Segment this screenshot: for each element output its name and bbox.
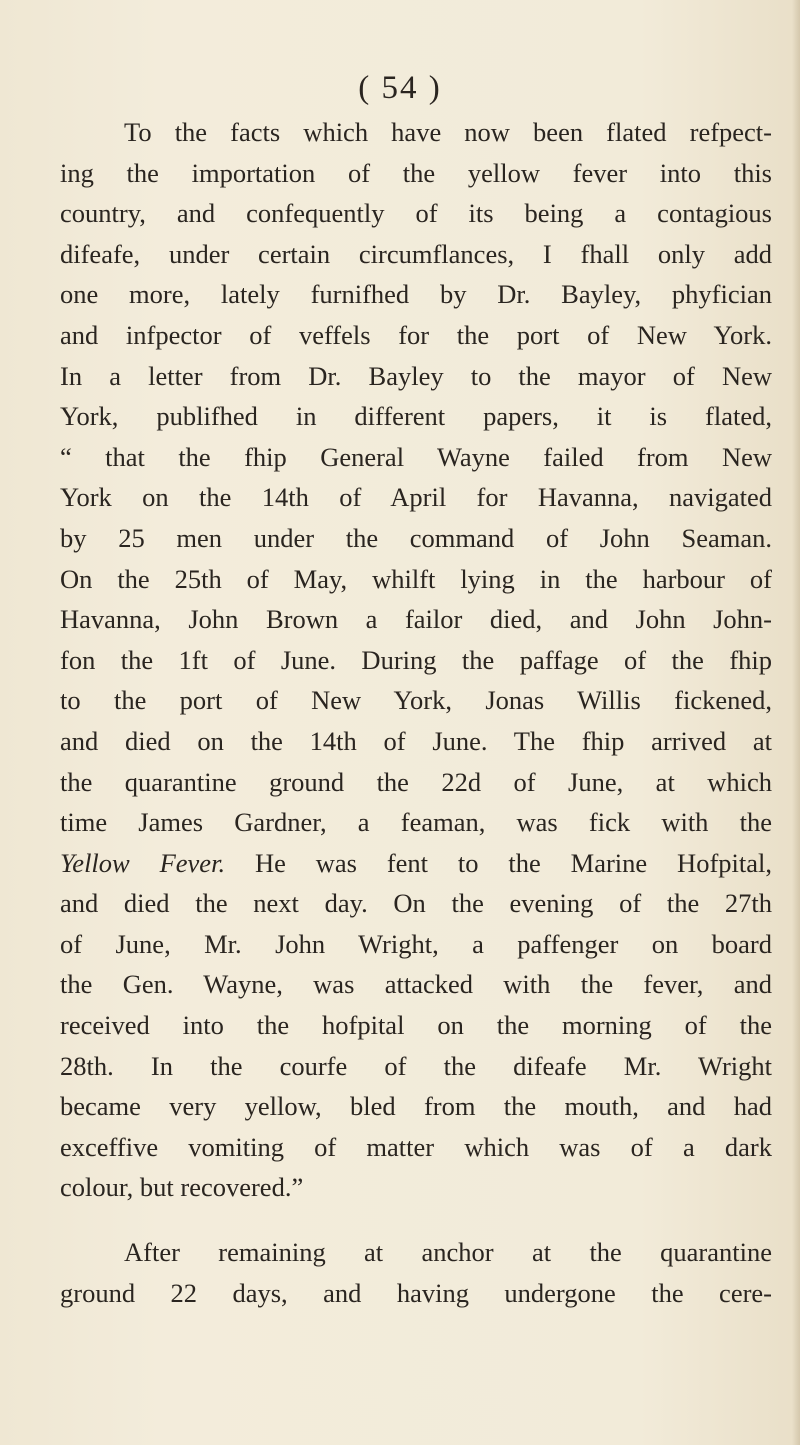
text-line: to the port of New York, Jonas Willis fickened, — [60, 685, 772, 716]
text-line: “ that the fhip General Wayne failed from New — [60, 441, 772, 472]
text-line: the Gen. Wayne, was attacked with the fever, and — [60, 969, 772, 1000]
text-line: time James Gardner, a feaman, was fick with the — [60, 807, 772, 838]
text-line: In a letter from Dr. Bayley to the mayor of New — [60, 360, 772, 391]
body-text — [60, 112, 772, 1313]
text-line-italic-term — [60, 843, 772, 884]
text-line: received into the hofpital on the morning of the — [60, 1010, 772, 1041]
text-line: one more, lately furnifhed by Dr. Bayley, phyfician — [60, 279, 772, 310]
text-line: exceffive vomiting of matter which was of a dark — [60, 1131, 772, 1162]
text-line: ground 22 days, and having undergone the cere- — [60, 1277, 772, 1308]
text-line: difeafe, under certain circumflances, I fhall only add — [60, 238, 772, 269]
text-line: became very yellow, bled from the mouth, and had — [60, 1091, 772, 1122]
text-line: country, and confequently of its being a contagious — [60, 198, 772, 229]
text-line: and died on the 14th of June. The fhip arrived at — [60, 725, 772, 756]
text-line: After remaining at anchor at the quarantine — [124, 1237, 772, 1268]
text-line: the quarantine ground the 22d of June, at which — [60, 766, 772, 797]
text-line: To the facts which have now been flated refpect- — [124, 117, 772, 147]
text-line: and infpector of veffels for the port of New York. — [60, 319, 772, 350]
text-line: On the 25th of May, whilft lying in the harbour of — [60, 563, 772, 594]
italic-term: Yellow Fever. — [60, 847, 226, 878]
text-line-rest: He was fent to the Marine Hofpital, — [225, 847, 772, 878]
text-line: colour, but recovered.” — [60, 1172, 304, 1203]
text-line: Havanna, John Brown a failor died, and John John- — [60, 604, 772, 635]
text-line: York on the 14th of April for Havanna, navigated — [60, 482, 772, 513]
text-line: York, publifhed in different papers, it is flated, — [60, 401, 772, 432]
text-line: ing the importation of the yellow fever into this — [60, 157, 772, 188]
text-line: fon the 1ft of June. During the paffage of the fhip — [60, 644, 772, 675]
page-edge-shadow — [792, 0, 800, 1445]
text-line: 28th. In the courfe of the difeafe Mr. Wright — [60, 1050, 772, 1081]
paragraph-gap — [60, 1208, 772, 1232]
text-line: of June, Mr. John Wright, a paffenger on board — [60, 928, 772, 959]
page-number: ( 54 ) — [358, 70, 442, 106]
text-line: by 25 men under the command of John Seaman. — [60, 522, 772, 553]
text-line: and died the next day. On the evening of the 27th — [60, 888, 772, 919]
